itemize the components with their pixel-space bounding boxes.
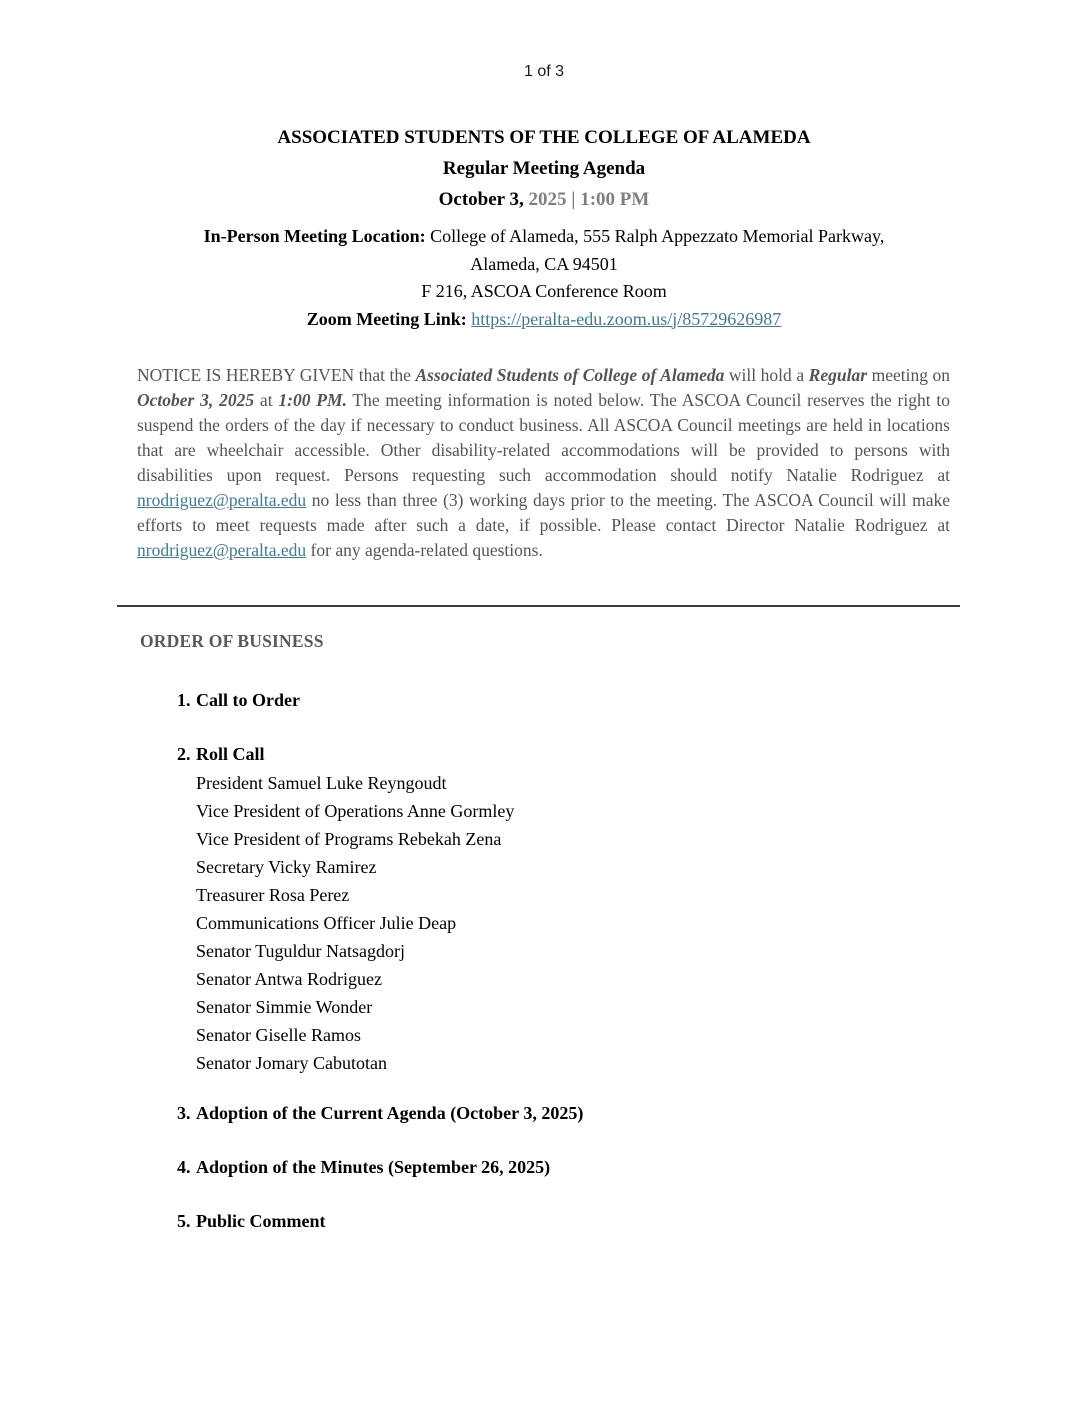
agenda-item-label: Call to Order (196, 690, 300, 710)
roll-call-member: Senator Jomary Cabutotan (196, 1053, 387, 1073)
agenda-item-label: Adoption of the Current Agenda (October 3, 2025) (196, 1103, 584, 1123)
notice-text: meeting on (867, 365, 951, 385)
email-link[interactable]: nrodriguez@peralta.edu (137, 540, 307, 560)
agenda-item-number: 4. (177, 1157, 191, 1177)
org-title: ASSOCIATED STUDENTS OF THE COLLEGE OF ALAMEDA (277, 127, 811, 148)
document-header (0, 122, 1088, 215)
agenda-item-number: 5. (177, 1211, 191, 1231)
order-of-business-heading: ORDER OF BUSINESS (140, 631, 324, 651)
roll-call-member: Senator Giselle Ramos (196, 1025, 361, 1045)
zoom-meeting-link[interactable]: https://peralta-edu.zoom.us/j/85729626987 (471, 308, 782, 329)
roll-call-member: Communications Officer Julie Deap (196, 913, 457, 933)
location-line-2: Alameda, CA 94501 (470, 253, 618, 274)
notice-emphasis-text: 1:00 PM. (278, 390, 347, 410)
agenda-item-label: Public Comment (196, 1211, 326, 1231)
meeting-date: October 3, (438, 189, 524, 210)
notice-text: The meeting information is noted below. The ASCOA Council reserves the right to suspend the orders of the day if necessary to conduct business. All ASCOA Council meetings are held in locations that are wheelchair accessible. Other disability-related accommodations will be provided to persons with disabilities upon request. Persons requesting such accommodation should notify Natalie Rodriguez at (137, 390, 950, 485)
notice-emphasis-text: Regular (808, 365, 868, 385)
notice-text: at (254, 390, 279, 410)
roll-call-member: Senator Simmie Wonder (196, 997, 373, 1017)
roll-call-member: Vice President of Operations Anne Gormley (196, 801, 515, 821)
agenda-item-4 (177, 1155, 968, 1180)
agenda-item-number: 1. (177, 690, 191, 710)
page-number: 1 of 3 (523, 63, 565, 80)
doc-title: Regular Meeting Agenda (442, 158, 646, 179)
agenda-item-label: Adoption of the Minutes (September 26, 2025) (196, 1157, 551, 1177)
meeting-location-block (0, 223, 1088, 333)
location-label: In-Person Meeting Location: (203, 226, 426, 246)
notice-text: NOTICE IS HEREBY GIVEN that the (137, 365, 416, 385)
roll-call-member: President Samuel Luke Reyngoudt (196, 773, 447, 793)
location-line-1 (0, 223, 1088, 251)
notice-text: will hold a (724, 365, 809, 385)
agenda-item-2 (177, 742, 968, 767)
location-address: College of Alameda, 555 Ralph Appezzato Memorial Parkway, (425, 226, 885, 246)
email-link[interactable]: nrodriguez@peralta.edu (137, 490, 307, 510)
agenda-item-number: 2. (177, 744, 191, 764)
roll-call-member: Vice President of Programs Rebekah Zena (196, 829, 502, 849)
agenda-item-5 (177, 1209, 968, 1234)
notice-paragraph (137, 363, 950, 563)
section-divider (117, 605, 960, 607)
agenda-item-label: Roll Call (196, 744, 265, 764)
notice-emphasis-text: Associated Students of College of Alameda (415, 365, 725, 385)
meeting-time: 2025 | 1:00 PM (523, 189, 650, 210)
notice-emphasis-text: October 3, 2025 (137, 390, 255, 410)
zoom-link-line (0, 306, 1088, 334)
meeting-datetime (0, 184, 1088, 215)
roll-call-member: Treasurer Rosa Perez (196, 885, 350, 905)
zoom-link-label: Zoom Meeting Link: (306, 308, 467, 329)
agenda-item-3 (177, 1101, 968, 1126)
roll-call-list (196, 769, 968, 1077)
agenda-item-1 (177, 688, 968, 713)
notice-text: for any agenda-related questions. (306, 540, 543, 560)
roll-call-member: Senator Antwa Rodriguez (196, 969, 382, 989)
agenda-item-number: 3. (177, 1103, 191, 1123)
agenda-list (177, 688, 968, 1234)
roll-call-member: Senator Tuguldur Natsagdorj (196, 941, 405, 961)
roll-call-member: Secretary Vicky Ramirez (196, 857, 377, 877)
location-line-3: F 216, ASCOA Conference Room (421, 281, 667, 301)
notice-text: no less than three (3) working days prior to the meeting. The ASCOA Council will make efforts to meet requests made after such a date, if possible. Please contact Director Natalie Rodriguez at (137, 490, 950, 535)
